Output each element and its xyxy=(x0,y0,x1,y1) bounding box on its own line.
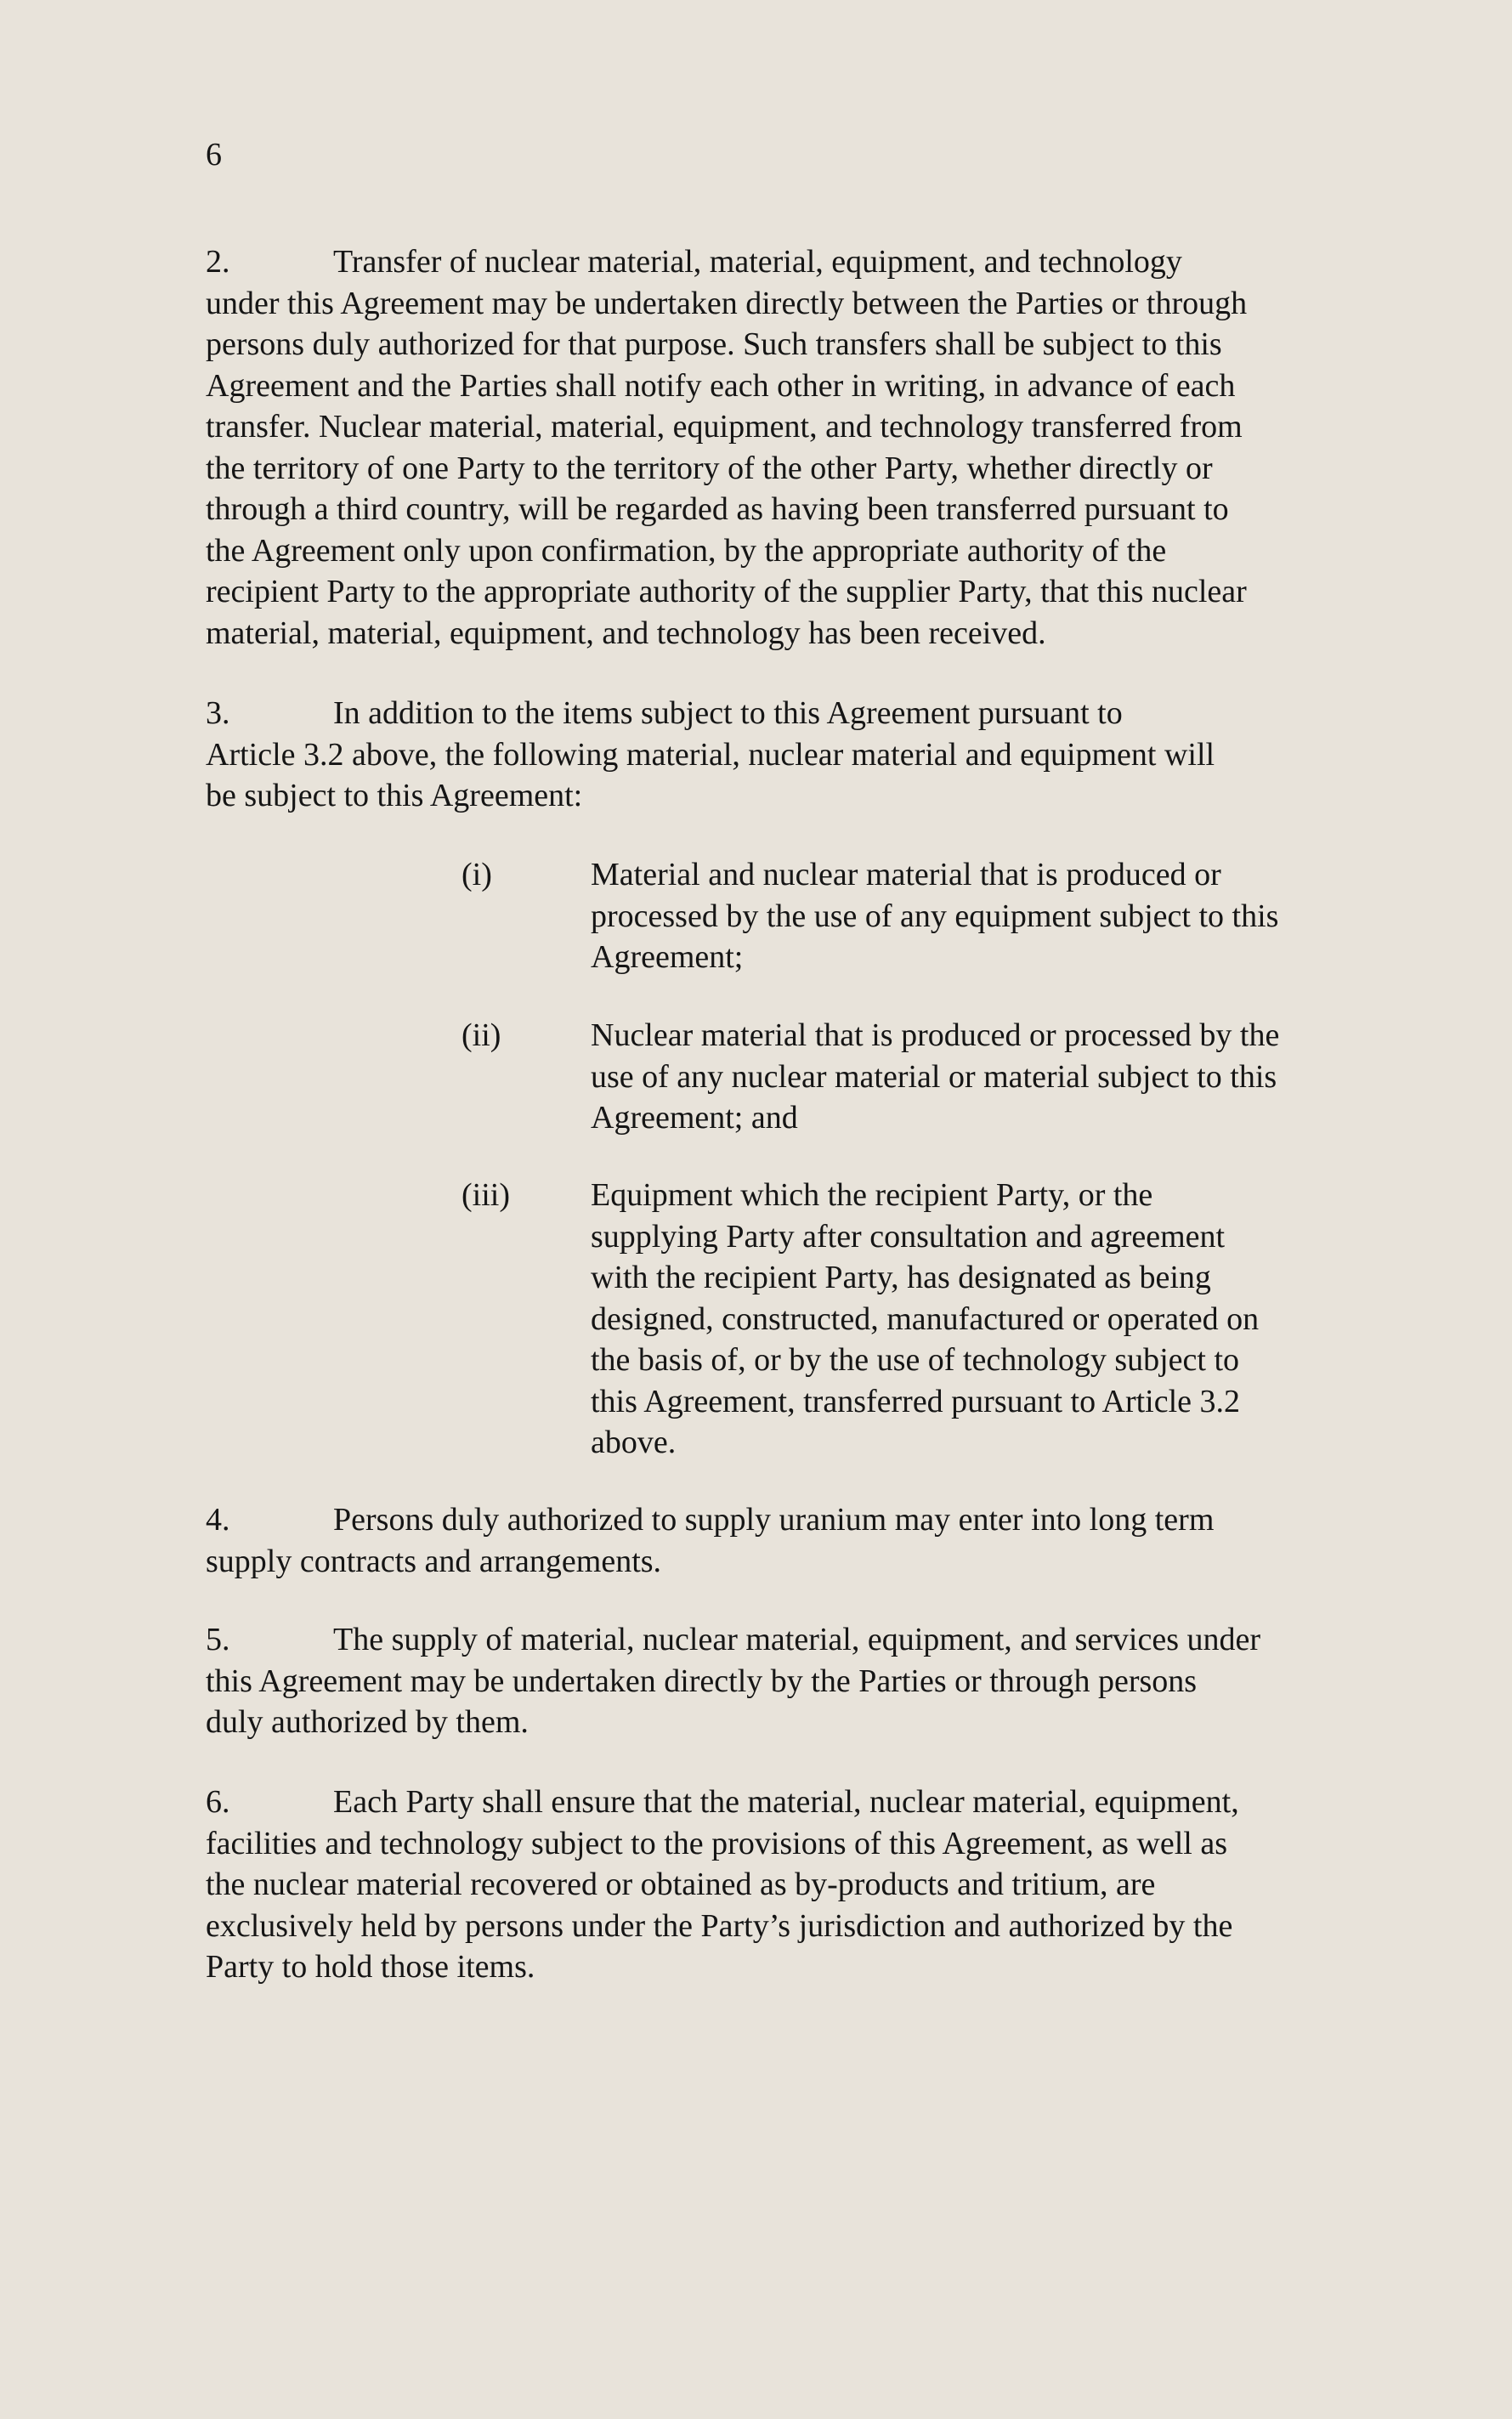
list-item-number: (iii) xyxy=(462,1177,510,1213)
text-line: Agreement; xyxy=(591,939,744,975)
paragraph-number: 6. xyxy=(206,1784,230,1820)
text-line: The supply of material, nuclear material, equipment, and services under xyxy=(333,1622,1261,1657)
text-line: through a third country, will be regarded as having been transferred pursuant to xyxy=(206,491,1229,527)
text-line: transfer. Nuclear material, material, equipment, and technology transferred from xyxy=(206,409,1243,445)
list-item-body xyxy=(591,1015,1398,1139)
text-line: processed by the use of any equipment subject to this xyxy=(591,898,1279,934)
text-line: the Agreement only upon confirmation, by the appropriate authority of the xyxy=(206,532,1167,569)
text-line: supply contracts and arrangements. xyxy=(206,1543,662,1579)
paragraph-first-line xyxy=(206,693,1396,734)
text-line: the territory of one Party to the territory of the other Party, whether directly or xyxy=(206,450,1213,486)
text-line: recipient Party to the appropriate authority of the supplier Party, that this nuclear xyxy=(206,574,1247,609)
paragraph-number: 2. xyxy=(206,244,230,280)
list-item-body xyxy=(591,1175,1398,1464)
text-line: above. xyxy=(591,1425,677,1460)
paragraph-3 xyxy=(206,693,1396,817)
paragraph-6 xyxy=(206,1782,1396,1988)
text-line: material, material, equipment, and technology has been received. xyxy=(206,615,1046,651)
text-line: designed, constructed, manufactured or operated on xyxy=(591,1300,1260,1337)
text-line: Party to hold those items. xyxy=(206,1949,535,1985)
text-line: under this Agreement may be undertaken directly between the Parties or through xyxy=(206,285,1248,321)
text-line: Article 3.2 above, the following material, nuclear material and equipment will xyxy=(206,736,1215,773)
paragraph-first-line xyxy=(206,1619,1396,1661)
paragraph-2 xyxy=(206,241,1396,654)
text-line: Each Party shall ensure that the material, nuclear material, equipment, xyxy=(333,1784,1239,1820)
text-line: persons duly authorized for that purpose. Such transfers shall be subject to this xyxy=(206,326,1222,362)
text-line: the basis of, or by the use of technology subject to xyxy=(591,1342,1240,1378)
text-line: the nuclear material recovered or obtained as by-products and tritium, are xyxy=(206,1867,1156,1902)
text-line: use of any nuclear material or material subject to this xyxy=(591,1058,1277,1095)
text-line: Transfer of nuclear material, material, equipment, and technology xyxy=(333,244,1182,280)
paragraph-4 xyxy=(206,1499,1396,1582)
text-line: Equipment which the recipient Party, or the xyxy=(591,1177,1153,1213)
text-line: Agreement and the Parties shall notify each other in writing, in advance of each xyxy=(206,367,1236,404)
text-line: Persons duly authorized to supply uranium may enter into long term xyxy=(333,1502,1215,1538)
text-line: facilities and technology subject to the provisions of this Agreement, as well as xyxy=(206,1825,1228,1861)
list-item-number: (i) xyxy=(462,857,492,892)
text-line: Material and nuclear material that is produced or xyxy=(591,857,1221,892)
paragraph-number: 4. xyxy=(206,1502,230,1538)
text-line: supplying Party after consultation and agreement xyxy=(591,1218,1226,1255)
list-item-body xyxy=(591,854,1398,978)
page-number: 6 xyxy=(206,137,222,173)
text-line: be subject to this Agreement: xyxy=(206,778,583,813)
text-line: with the recipient Party, has designated as being xyxy=(591,1260,1211,1295)
text-line: Nuclear material that is produced or processed by the xyxy=(591,1017,1280,1053)
paragraph-number: 5. xyxy=(206,1622,230,1657)
paragraph-5 xyxy=(206,1619,1396,1743)
text-line: this Agreement may be undertaken directly by the Parties or through persons xyxy=(206,1663,1198,1699)
paragraph-first-line xyxy=(206,1782,1396,1823)
paragraph-first-line xyxy=(206,241,1396,283)
text-line: In addition to the items subject to this Agreement pursuant to xyxy=(333,695,1123,731)
text-line: exclusively held by persons under the Party’s jurisdiction and authorized by the xyxy=(206,1907,1233,1944)
text-line: duly authorized by them. xyxy=(206,1704,529,1740)
paragraph-first-line xyxy=(206,1499,1396,1541)
text-line: Agreement; and xyxy=(591,1100,798,1136)
text-line: this Agreement, transferred pursuant to Article 3.2 xyxy=(591,1383,1241,1419)
paragraph-number: 3. xyxy=(206,695,230,731)
list-item-number: (ii) xyxy=(462,1017,501,1053)
